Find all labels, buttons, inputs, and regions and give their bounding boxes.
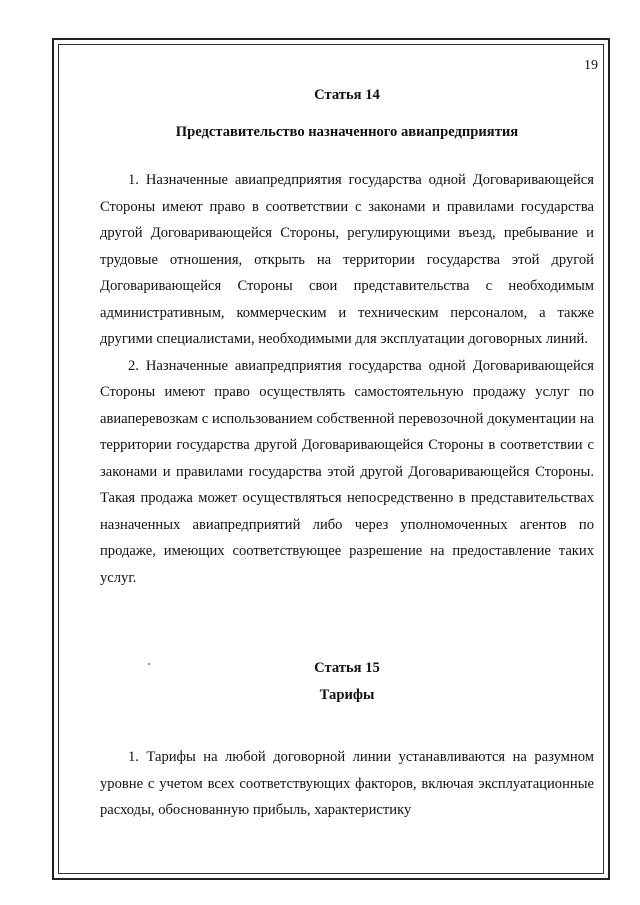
article-14-paragraph-2: 2. Назначенные авиапредприятия государства одной Договаривающейся Стороны имеют право осуществлять самостоятельную продажу услуг по авиаперевозкам с использованием собственной перевозочной документации на территории государства другой Договаривающейся Стороны в соответствии с законами и правилами государства этой другой Договаривающейся Стороны. Такая продажа может осуществляться непосредственно в представительствах назначенных авиапредприятий либо через уполномоченных агентов по продаже, имеющих соответствующее разрешение на предоставление таких услуг. [100,357,594,586]
article-14-paragraph-1: 1. Назначенные авиапредприятия государства одной Договаривающейся Стороны имеют право в соответствии с законами и правилами государства другой Договаривающейся Стороны, регулирующими въезд, пребывание и трудовые отношения, открыть на территории государства этой другой Договаривающейся Стороны свои представительства с необходимым административным, коммерческим и техническим персоналом, а также другими специалистами, необходимыми для эксплуатации договорных линий. [100,172,594,347]
page-number: 19 [584,58,598,73]
article-15-paragraph-1: 1. Тарифы на любой договорной линии устанавливаются на разумном уровне с учетом всех соответствующих факторов, включая эксплуатационные расходы, обоснованную прибыль, характеристику [100,749,594,818]
article-14-subtitle: Представительство назначенного авиапредприятия [175,123,519,140]
document-body [100,82,594,824]
article-15-title: Статья 15 [314,660,380,676]
article-14-title: Статья 14 [314,87,380,103]
article-15-subtitle: Тарифы [319,686,375,703]
